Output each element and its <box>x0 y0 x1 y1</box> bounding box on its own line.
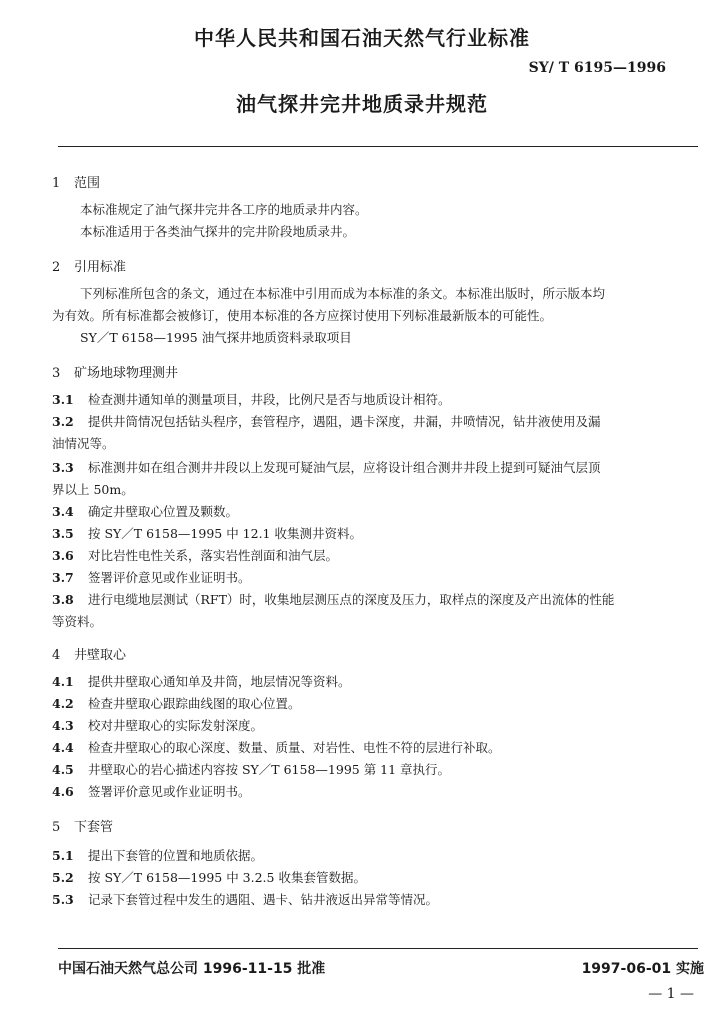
section-5-heading <box>52 816 113 835</box>
section-number: 4 <box>52 648 61 663</box>
section-number: 1 <box>52 176 61 191</box>
clause-3-8-continued: 等资料。 <box>52 614 103 629</box>
clause-3-8: 3.8 进行电缆地层测试（RFT）时，收集地层测压点的深度及压力，取样点的深度及产出流体的性能 <box>52 592 615 607</box>
approval-info: 中国石油天然气总公司 1996-11-15 批准 <box>58 961 326 977</box>
clause-5-2: 5.2 按 SY／T 6158—1995 中 3.2.5 收集套管数据。 <box>52 870 366 885</box>
section-2-heading <box>52 256 126 275</box>
paragraph: 为有效。所有标准都会被修订，使用本标准的各方应探讨使用下列标准最新版本的可能性。 <box>52 308 553 323</box>
clause-4-5: 4.5 井壁取心的岩心描述内容按 SY／T 6158—1995 第 11 章执行。 <box>52 762 451 777</box>
clause-4-4: 4.4 检查井壁取心的取心深度、数量、质量、对岩性、电性不符的层进行补取。 <box>52 740 501 755</box>
section-3-heading <box>52 362 178 381</box>
section-4-heading <box>52 644 126 663</box>
section-title: 井壁取心 <box>74 648 127 663</box>
section-title: 引用标准 <box>74 260 127 275</box>
clause-3-2: 3.2 提供井筒情况包括钻头程序，套管程序，遇阻，遇卡深度，井漏，井喷情况，钻井液使用及漏 <box>52 414 601 429</box>
clause-3-3: 3.3 标准测井如在组合测井井段以上发现可疑油气层，应将设计组合测井井段上提到可疑油气层顶 <box>52 460 601 475</box>
clause-5-3: 5.3 记录下套管过程中发生的遇阻、遇卡、钻井液返出异常等情况。 <box>52 892 439 907</box>
paragraph: 本标准适用于各类油气探井的完井阶段地质录井。 <box>80 224 356 239</box>
clause-3-5: 3.5 按 SY／T 6158—1995 中 12.1 收集测井资料。 <box>52 526 362 541</box>
clause-4-6: 4.6 签署评价意见或作业证明书。 <box>52 784 251 799</box>
clause-4-1: 4.1 提供井壁取心通知单及井筒，地层情况等资料。 <box>52 674 351 689</box>
paragraph: 本标准规定了油气探井完井各工序的地质录井内容。 <box>80 202 368 217</box>
section-title: 下套管 <box>74 820 114 835</box>
section-1-heading <box>52 172 100 191</box>
section-number: 2 <box>52 260 61 275</box>
clause-4-2: 4.2 检查井壁取心跟踪曲线图的取心位置。 <box>52 696 301 711</box>
paragraph: 下列标准所包含的条文，通过在本标准中引用而成为本标准的条文。本标准出版时，所示版本均 <box>80 286 606 301</box>
clause-3-4: 3.4 确定井壁取心位置及颗数。 <box>52 504 239 519</box>
document-title: 油气探井完井地质录井规范 <box>236 92 488 116</box>
clause-4-3: 4.3 校对井壁取心的实际发射深度。 <box>52 718 264 733</box>
clause-3-7: 3.7 签署评价意见或作业证明书。 <box>52 570 251 585</box>
clause-3-1: 3.1 检查测井通知单的测量项目，井段，比例尺是否与地质设计相符。 <box>52 392 451 407</box>
page-number: — 1 — <box>648 986 694 1002</box>
clause-5-1: 5.1 提出下套管的位置和地质依据。 <box>52 848 264 863</box>
clause-3-2-continued: 油情况等。 <box>52 436 115 451</box>
section-number: 5 <box>52 820 61 835</box>
section-number: 3 <box>52 366 61 381</box>
section-title: 矿场地球物理测井 <box>74 366 179 381</box>
industry-standard-title: 中华人民共和国石油天然气行业标准 <box>194 26 530 50</box>
clause-3-6: 3.6 对比岩性电性关系，落实岩性剖面和油气层。 <box>52 548 339 563</box>
section-title: 范围 <box>74 176 101 191</box>
footer-divider <box>58 948 698 949</box>
standard-code: SY/ T 6195—1996 <box>528 60 666 76</box>
clause-3-3-continued: 界以上 50m。 <box>52 482 134 497</box>
header-divider <box>58 146 698 147</box>
reference-entry: SY／T 6158—1995 油气探井地质资料录取项目 <box>80 330 352 345</box>
implementation-date: 1997-06-01 实施 <box>581 961 704 977</box>
